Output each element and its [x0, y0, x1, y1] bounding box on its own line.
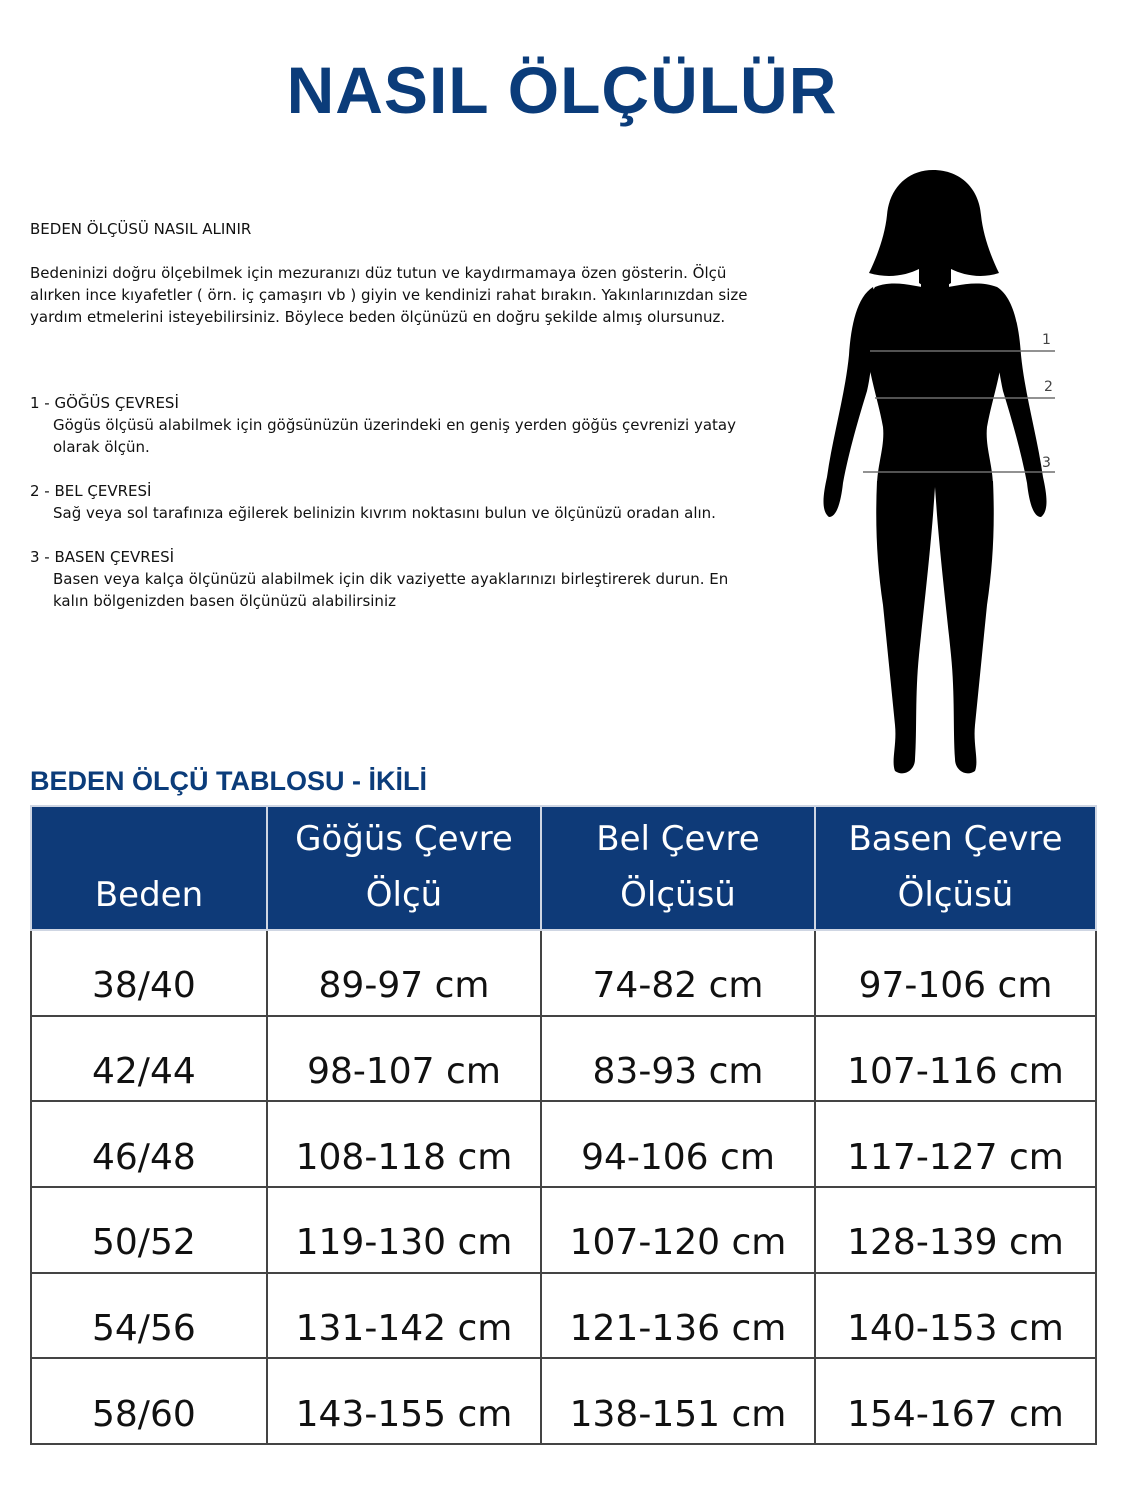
cell-hip: 140-153 cm: [815, 1273, 1096, 1359]
marker-3: 3: [1042, 455, 1051, 471]
marker-2: 2: [1044, 379, 1053, 395]
header-chest: Göğüs Çevre Ölçü: [267, 806, 541, 930]
table-row: [31, 1101, 1096, 1187]
cell-waist: 138-151 cm: [541, 1358, 815, 1444]
cell-waist: 83-93 cm: [541, 1016, 815, 1102]
cell-hip: 117-127 cm: [815, 1101, 1096, 1187]
header-size: Beden: [31, 806, 267, 930]
point-text: Basen veya kalça ölçünüzü alabilmek için dik vaziyette ayaklarınızı birleştirerek durun. En kalın bölgenizden basen ölçünüzü alabilirsiniz: [53, 570, 729, 610]
cell-size: 42/44: [31, 1016, 267, 1102]
size-table: [30, 805, 1097, 1445]
page-title: NASIL ÖLÇÜLÜR: [286, 53, 838, 127]
table-title: BEDEN ÖLÇÜ TABLOSU - İKİLİ: [30, 766, 427, 796]
cell-waist: 94-106 cm: [541, 1101, 815, 1187]
body-silhouette-figure: [815, 165, 1065, 785]
point-hip: [30, 546, 750, 612]
table-row: [31, 1187, 1096, 1273]
marker-1: 1: [1042, 332, 1051, 348]
cell-hip: 97-106 cm: [815, 930, 1096, 1016]
point-title: 2 - BEL ÇEVRESİ: [30, 482, 152, 500]
point-chest: [30, 392, 750, 458]
table-row: [31, 1016, 1096, 1102]
point-text: Gögüs ölçüsü alabilmek için göğsünüzün üzerindeki en geniş yerden göğüs çevrenizi yatay olarak ölçün.: [53, 416, 736, 456]
table-header-row: [31, 806, 1096, 930]
cell-chest: 119-130 cm: [267, 1187, 541, 1273]
cell-chest: 131-142 cm: [267, 1273, 541, 1359]
header-waist: Bel Çevre Ölçüsü: [541, 806, 815, 930]
cell-chest: 143-155 cm: [267, 1358, 541, 1444]
cell-hip: 154-167 cm: [815, 1358, 1096, 1444]
cell-chest: 108-118 cm: [267, 1101, 541, 1187]
cell-size: 38/40: [31, 930, 267, 1016]
point-text: Sağ veya sol tarafınıza eğilerek belinizin kıvrım noktasını bulun ve ölçünüzü oradan alın.: [53, 504, 716, 522]
cell-chest: 98-107 cm: [267, 1016, 541, 1102]
table-row: [31, 1358, 1096, 1444]
table-row: [31, 1273, 1096, 1359]
cell-hip: 128-139 cm: [815, 1187, 1096, 1273]
intro-heading: BEDEN ÖLÇÜSÜ NASIL ALINIR: [30, 220, 252, 238]
cell-waist: 121-136 cm: [541, 1273, 815, 1359]
cell-size: 54/56: [31, 1273, 267, 1359]
female-silhouette-icon: [815, 165, 1065, 785]
point-title: 3 - BASEN ÇEVRESİ: [30, 548, 175, 566]
intro-text: Bedeninizi doğru ölçebilmek için mezuranızı düz tutun ve kaydırmamaya özen gösterin. Ölçü alırken ince kıyafetler ( örn. iç çamaşırı vb ) giyin ve kendinizi rahat bırakın. Yakınlarınızdan size yardım etmelerini isteyebilirsiniz. Böylece beden ölçünüzü en doğru şekilde almış olursunuz.: [30, 264, 748, 326]
cell-hip: 107-116 cm: [815, 1016, 1096, 1102]
cell-waist: 74-82 cm: [541, 930, 815, 1016]
header-hip: Basen Çevre Ölçüsü: [815, 806, 1096, 930]
intro-section: [30, 218, 750, 328]
cell-size: 58/60: [31, 1358, 267, 1444]
cell-waist: 107-120 cm: [541, 1187, 815, 1273]
cell-size: 46/48: [31, 1101, 267, 1187]
table-row: [31, 930, 1096, 1016]
measurement-points: [30, 392, 750, 634]
point-waist: [30, 480, 750, 524]
point-title: 1 - GÖĞÜS ÇEVRESİ: [30, 394, 179, 412]
cell-chest: 89-97 cm: [267, 930, 541, 1016]
cell-size: 50/52: [31, 1187, 267, 1273]
